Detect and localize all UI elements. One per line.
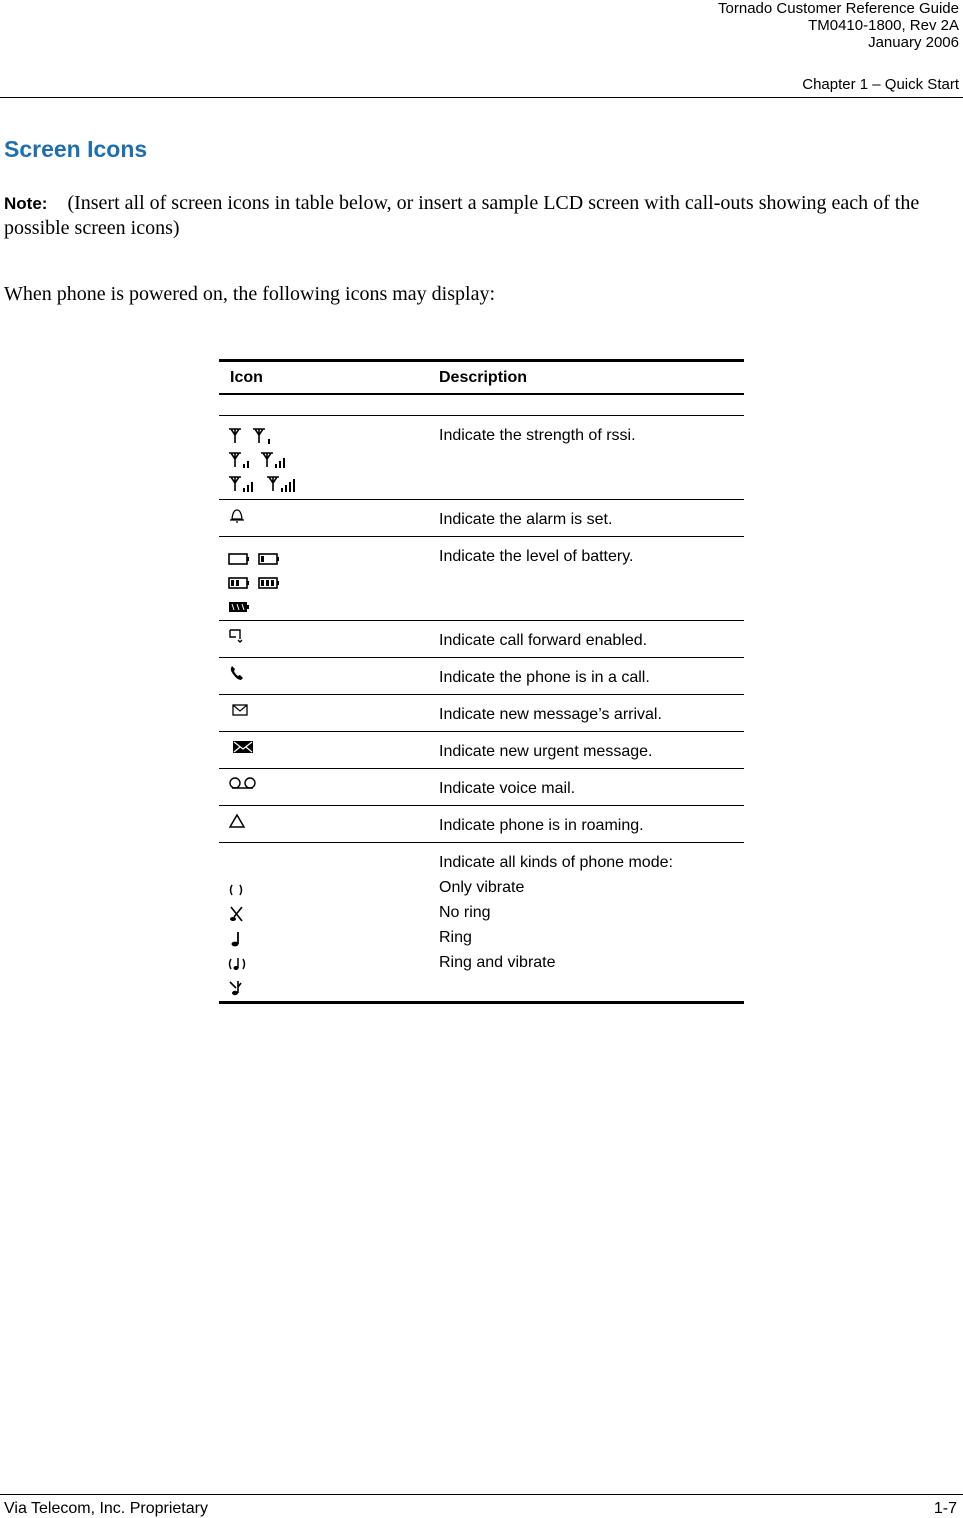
table-row	[219, 537, 744, 621]
ring-vibrate-icon	[228, 955, 246, 973]
note-label: Note:	[4, 194, 48, 213]
mode-ring: Ring	[439, 929, 472, 946]
mode-intro: Indicate all kinds of phone mode:	[439, 854, 673, 871]
antenna-icon	[228, 475, 258, 493]
mode-no-ring: No ring	[439, 904, 491, 921]
table-row	[219, 695, 744, 732]
footer-company: Via Telecom, Inc. Proprietary	[4, 1500, 208, 1517]
screen-icons-table	[219, 359, 744, 1004]
intro-text: When phone is powered on, the following icons may display:	[4, 283, 496, 305]
table-row	[219, 843, 744, 1003]
roaming-triangle-icon	[228, 813, 246, 829]
roaming-description: Indicate phone is in roaming.	[439, 817, 644, 834]
doc-date: January 2006	[868, 34, 959, 51]
note-text: (Insert all of screen icons in table below, or insert a sample LCD screen with call-outs showing each of the possible screen icons)	[4, 192, 920, 239]
antenna-icon	[260, 451, 288, 469]
alarm-description: Indicate the alarm is set.	[439, 511, 613, 528]
envelope-icon	[228, 702, 254, 718]
mode-icons	[219, 843, 428, 1003]
vibrate-icon	[228, 882, 244, 898]
voicemail-icon	[228, 776, 258, 790]
in-call-description: Indicate the phone is in a call.	[439, 669, 650, 686]
column-header-description: Description	[439, 368, 528, 386]
doc-number: TM0410-1800, Rev 2A	[808, 17, 959, 34]
ring-vibrate-icon	[228, 979, 244, 997]
battery-description: Indicate the level of battery.	[439, 548, 634, 565]
battery-icon	[228, 576, 250, 590]
antenna-icon	[228, 451, 252, 469]
chapter-label: Chapter 1 – Quick Start	[802, 76, 959, 93]
table-row	[219, 769, 744, 806]
antenna-icon	[228, 427, 244, 445]
guide-title: Tornado Customer Reference Guide	[718, 0, 959, 17]
note-paragraph	[4, 191, 959, 241]
antenna-icon	[252, 427, 274, 445]
handset-icon	[228, 665, 246, 683]
table-row	[219, 658, 744, 695]
page-header	[718, 0, 959, 51]
table-row	[219, 621, 744, 658]
voicemail-description: Indicate voice mail.	[439, 780, 576, 797]
ring-icon	[228, 930, 244, 948]
header-divider	[0, 97, 963, 98]
alarm-bell-icon	[228, 507, 246, 525]
column-header-icon: Icon	[230, 368, 263, 386]
antenna-icon	[266, 475, 300, 493]
forward-description: Indicate call forward enabled.	[439, 632, 648, 649]
call-forward-icon	[228, 628, 246, 644]
mode-ring-and-vibrate: Ring and vibrate	[439, 954, 556, 971]
table-row	[219, 416, 744, 500]
battery-icon	[258, 552, 280, 566]
rssi-icons	[219, 416, 428, 500]
mode-description	[428, 843, 744, 1003]
message-description: Indicate new message’s arrival.	[439, 706, 662, 723]
table-row	[219, 500, 744, 537]
table-row	[219, 806, 744, 843]
table-header-row	[219, 361, 744, 395]
footer-divider	[0, 1494, 963, 1495]
urgent-envelope-icon	[228, 739, 258, 755]
battery-icon	[258, 576, 280, 590]
table-row	[219, 732, 744, 769]
battery-icon	[228, 600, 250, 614]
no-ring-icon	[228, 905, 244, 923]
battery-icons	[219, 537, 428, 621]
battery-icon	[228, 552, 250, 566]
rssi-description: Indicate the strength of rssi.	[439, 427, 636, 444]
mode-only-vibrate: Only vibrate	[439, 879, 525, 896]
table-row	[219, 394, 744, 416]
section-title: Screen Icons	[4, 136, 148, 162]
page-number: 1-7	[933, 1500, 957, 1517]
urgent-description: Indicate new urgent message.	[439, 743, 653, 760]
